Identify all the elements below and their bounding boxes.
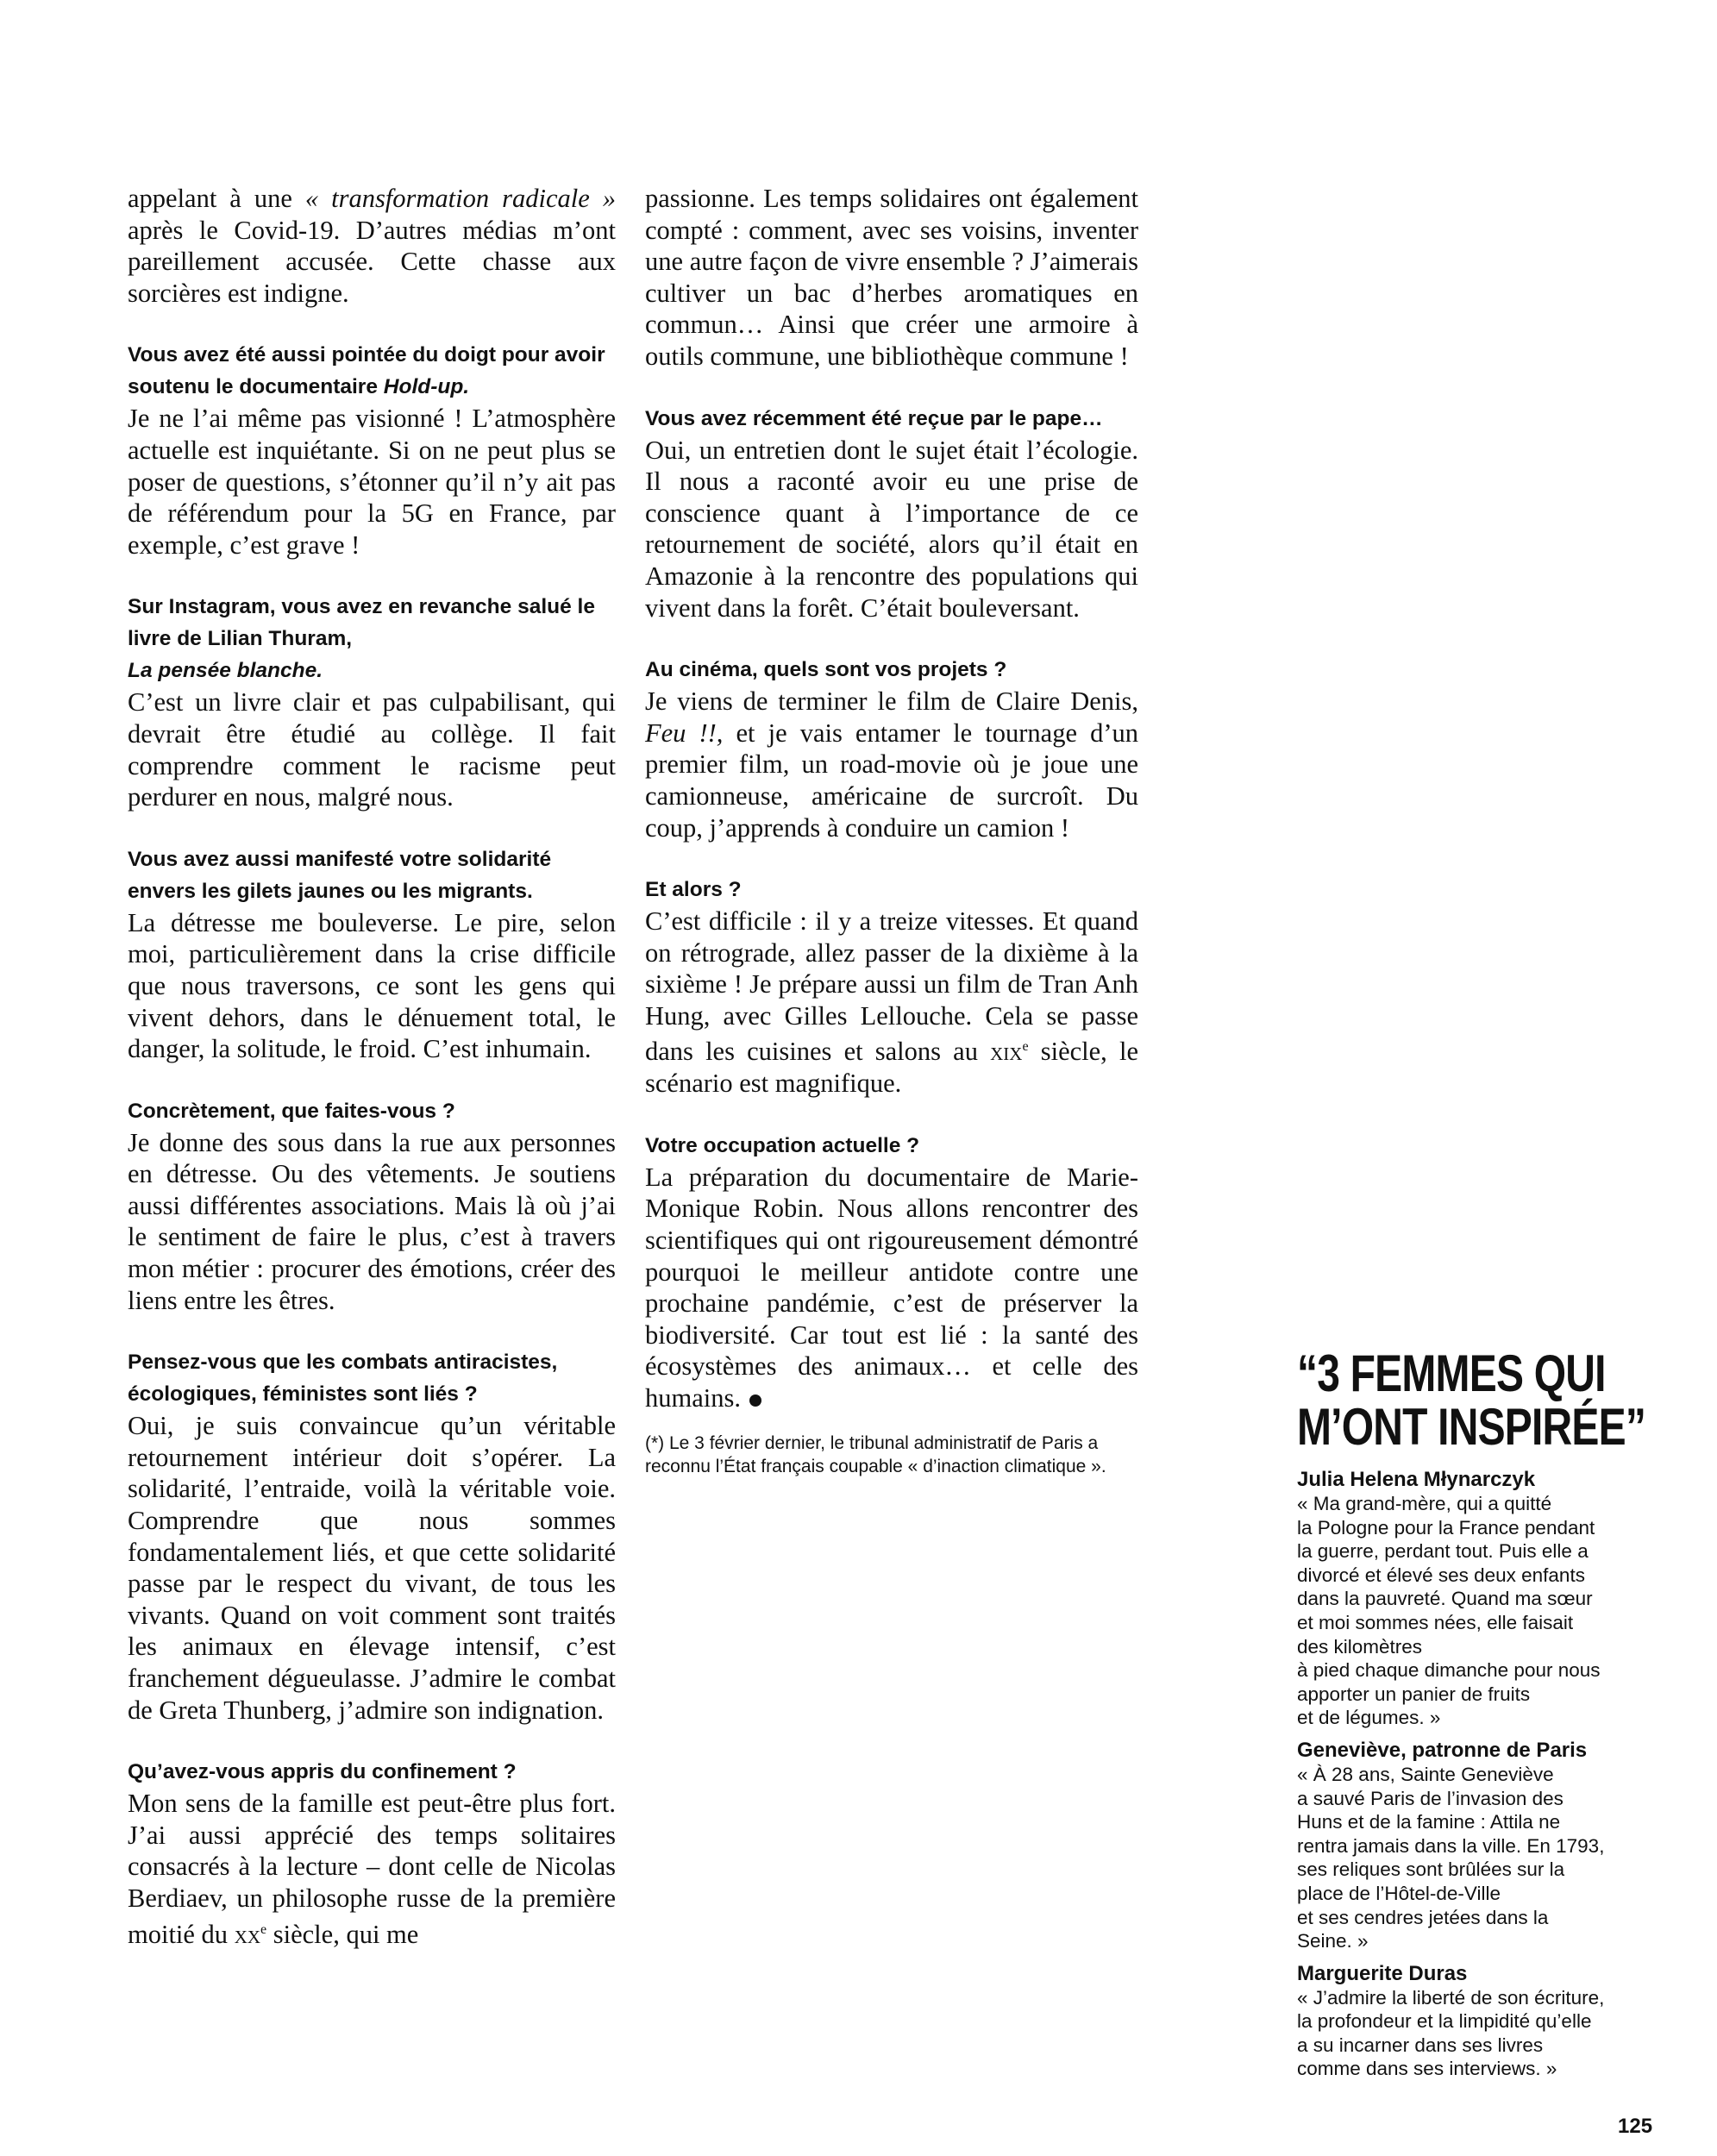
answer-solidarite: La détresse me bouleverse. Le pire, selon moi, particulièrement dans la crise difficile que nous traversons, ce sont les gens qui vivent dehors, dans le dénuement total, le danger, la solitude, le froid. C’est inhumain. <box>128 907 616 1064</box>
intro-text: appelant à une <box>128 184 305 213</box>
question-combats: Pensez-vous que les combats antiracistes, écologiques, féministes sont liés ? <box>128 1351 558 1407</box>
woman-quote: « J’admire la liberté de son écriture, la profondeur et la limpidité qu’elle a su incarner dans ses livres comme dans ses interviews. » <box>1297 1986 1605 2080</box>
answer-text: Mon sens de la famille est peut-être plus fort. J’ai aussi apprécié des temps solitaires consacrés à la lecture – dont celle de Nicolas Berdiaev, un philosophe russe de la première moitié du <box>128 1789 616 1949</box>
answer-text-intro <box>128 183 616 309</box>
end-of-article-dot-icon <box>749 1395 761 1407</box>
superscript: e <box>1022 1039 1029 1055</box>
answer-text: La préparation du documentaire de Marie-Monique Robin. Nous allons rencontrer des scientifiques qui ont rigoureusement démontré pourquoi le meilleur antidote contre une prochaine pandémie, c’est de préserver la biodiversité. Car tout est lié : la santé des écosystèmes des animaux… et celle des humains. <box>645 1162 1138 1413</box>
answer-concretement: Je donne des sous dans la rue aux personnes en détresse. Ou des vêtements. Je soutiens aussi différentes associations. Mais là où j’ai le sentiment de faire le plus, c’est à travers mon métier : procurer des émotions, créer des liens entre les êtres. <box>128 1127 616 1315</box>
answer-instagram: C’est un livre clair et pas culpabilisant, qui devrait être étudié au collège. Il fait comprendre comment le racisme peut perdurer en nous, malgré nous. <box>128 687 616 812</box>
answer-continuation: passionne. Les temps solidaires ont également compté : comment, avec ses voisins, inventer une autre façon de vivre ensemble ? J’aimerais cultiver un bac d’herbes aromatiques en commun… Ainsi que créer une armoire à outils commune, une bibliothèque commune ! <box>645 184 1138 371</box>
question-hold-up <box>128 339 616 403</box>
footnote: (*) Le 3 février dernier, le tribunal administratif de Paris a reconnu l’État français coupable « d’inaction climatique ». <box>645 1432 1106 1477</box>
intro-text-end: après le Covid-19. D’autres médias m’ont pareillement accusée. Cette chasse aux sorcières est indigne. <box>128 215 616 308</box>
question-concretement: Concrètement, que faites-vous ? <box>128 1099 455 1123</box>
superscript: e <box>260 1921 267 1937</box>
answer-text: Je viens de terminer le film de Claire Denis, <box>645 686 1138 717</box>
answer-cinema <box>645 686 1138 843</box>
answer-confinement <box>128 1788 616 1950</box>
answer-text-end: et je vais entamer le tournage d’un premier film, un road-movie où je joue une camionneuse, américaine de surcroît. Du coup, j’apprends à conduire un camion ! <box>645 718 1138 843</box>
question-et-alors: Et alors ? <box>645 878 742 902</box>
question-text: Sur Instagram, vous avez en revanche salué le livre de Lilian Thuram, <box>128 595 595 651</box>
film-title: Feu !!, <box>645 718 724 748</box>
intro-italic: « transformation radicale » <box>304 184 616 213</box>
woman-name: Julia Helena Młynarczyk <box>1297 1468 1536 1491</box>
question-pape: Vous avez récemment été reçue par le pape… <box>645 406 1103 430</box>
answer-hold-up: Je ne l’ai même pas visionné ! L’atmosphère actuelle est inquiétante. Si on ne peut plus se poser de questions, s’étonner qu’il n’y ait pas de référendum pour la 5G en France, par exemple, c’est grave ! <box>128 404 616 560</box>
woman-name: Geneviève, patronne de Paris <box>1297 1738 1588 1762</box>
answer-text: C’est difficile : il y a treize vitesses. Et quand on rétrograde, allez passer de la dixième à la sixième ! Je prépare aussi un film de Tran Anh Hung, avec Gilles Lellouche. Cela se passe dans les cuisines et salons au <box>645 906 1138 1067</box>
sidebar-title-line: “3 FEMMES QUI <box>1297 1344 1606 1402</box>
sidebar-title <box>1297 1344 1646 1456</box>
sidebar-inspiring-women <box>1297 1344 1676 2081</box>
answer-combats: Oui, je suis convaincue qu’un véritable retournement intérieur doit s’opérer. La solidarité, l’entraide, voilà la véritable voie. Comprendre que nous sommes fondamentalement liés, et que cette solidarité passe par le respect du vivant, de tous les vivants. Quand on voit comment sont traités les animaux en élevage intensif, c’est franchement dégueulasse. J’admire le combat de Greta Thunberg, j’admire son indignation. <box>128 1411 616 1725</box>
woman-name: Marguerite Duras <box>1297 1961 1468 1985</box>
woman-quote: « À 28 ans, Sainte Geneviève a sauvé Paris de l’invasion des Huns et de la famine : Attila ne rentra jamais dans la ville. En 1793, ses reliques sont brûlées sur la place de l’Hôtel-de-Ville et ses cendres jetées dans la Seine. » <box>1297 1763 1605 1952</box>
woman-quote: « Ma grand-mère, qui a quitté la Pologne pour la France pendant la guerre, perdant tout. Puis elle a divorcé et élevé ses deux enfants dans la pauvreté. Quand ma sœur et moi sommes nées, elle faisait des kilomètres à pied chaque dimanche pour nous apporter un panier de fruits et de légumes. » <box>1297 1493 1601 1729</box>
question-italic: La pensée blanche. <box>128 659 323 683</box>
sidebar-title-line: M’ONT INSPIRÉE” <box>1297 1398 1646 1456</box>
question-occupation: Votre occupation actuelle ? <box>645 1133 920 1157</box>
answer-pape: Oui, un entretien dont le sujet était l’écologie. Il nous a raconté avoir eu une prise de conscience quant à l’importance de ce retournement de société, alors qu’il était en Amazonie à la rencontre des populations qui vivent dans la forêt. C’était bouleversant. <box>645 435 1138 623</box>
question-confinement: Qu’avez-vous appris du confinement ? <box>128 1760 517 1784</box>
answer-text-end: siècle, le scénario est magnifique. <box>645 1037 1138 1099</box>
question-solidarite: Vous avez aussi manifesté votre solidarité envers les gilets jaunes ou les migrants. <box>128 847 552 903</box>
answer-text-end: siècle, qui me <box>266 1919 419 1949</box>
question-text: Vous avez été aussi pointée du doigt pour avoir soutenu le documentaire <box>128 343 605 399</box>
century-numeral: xx <box>234 1919 261 1949</box>
article-column-middle <box>645 183 1138 1479</box>
century-numeral: xix <box>990 1037 1023 1067</box>
article-column-left <box>128 183 616 1950</box>
answer-et-alors <box>645 906 1138 1100</box>
question-cinema: Au cinéma, quels sont vos projets ? <box>645 658 1007 682</box>
answer-occupation <box>645 1162 1138 1414</box>
question-instagram <box>128 591 616 686</box>
question-italic: Hold-up. <box>383 375 470 399</box>
page-number: 125 <box>1618 2115 1653 2138</box>
